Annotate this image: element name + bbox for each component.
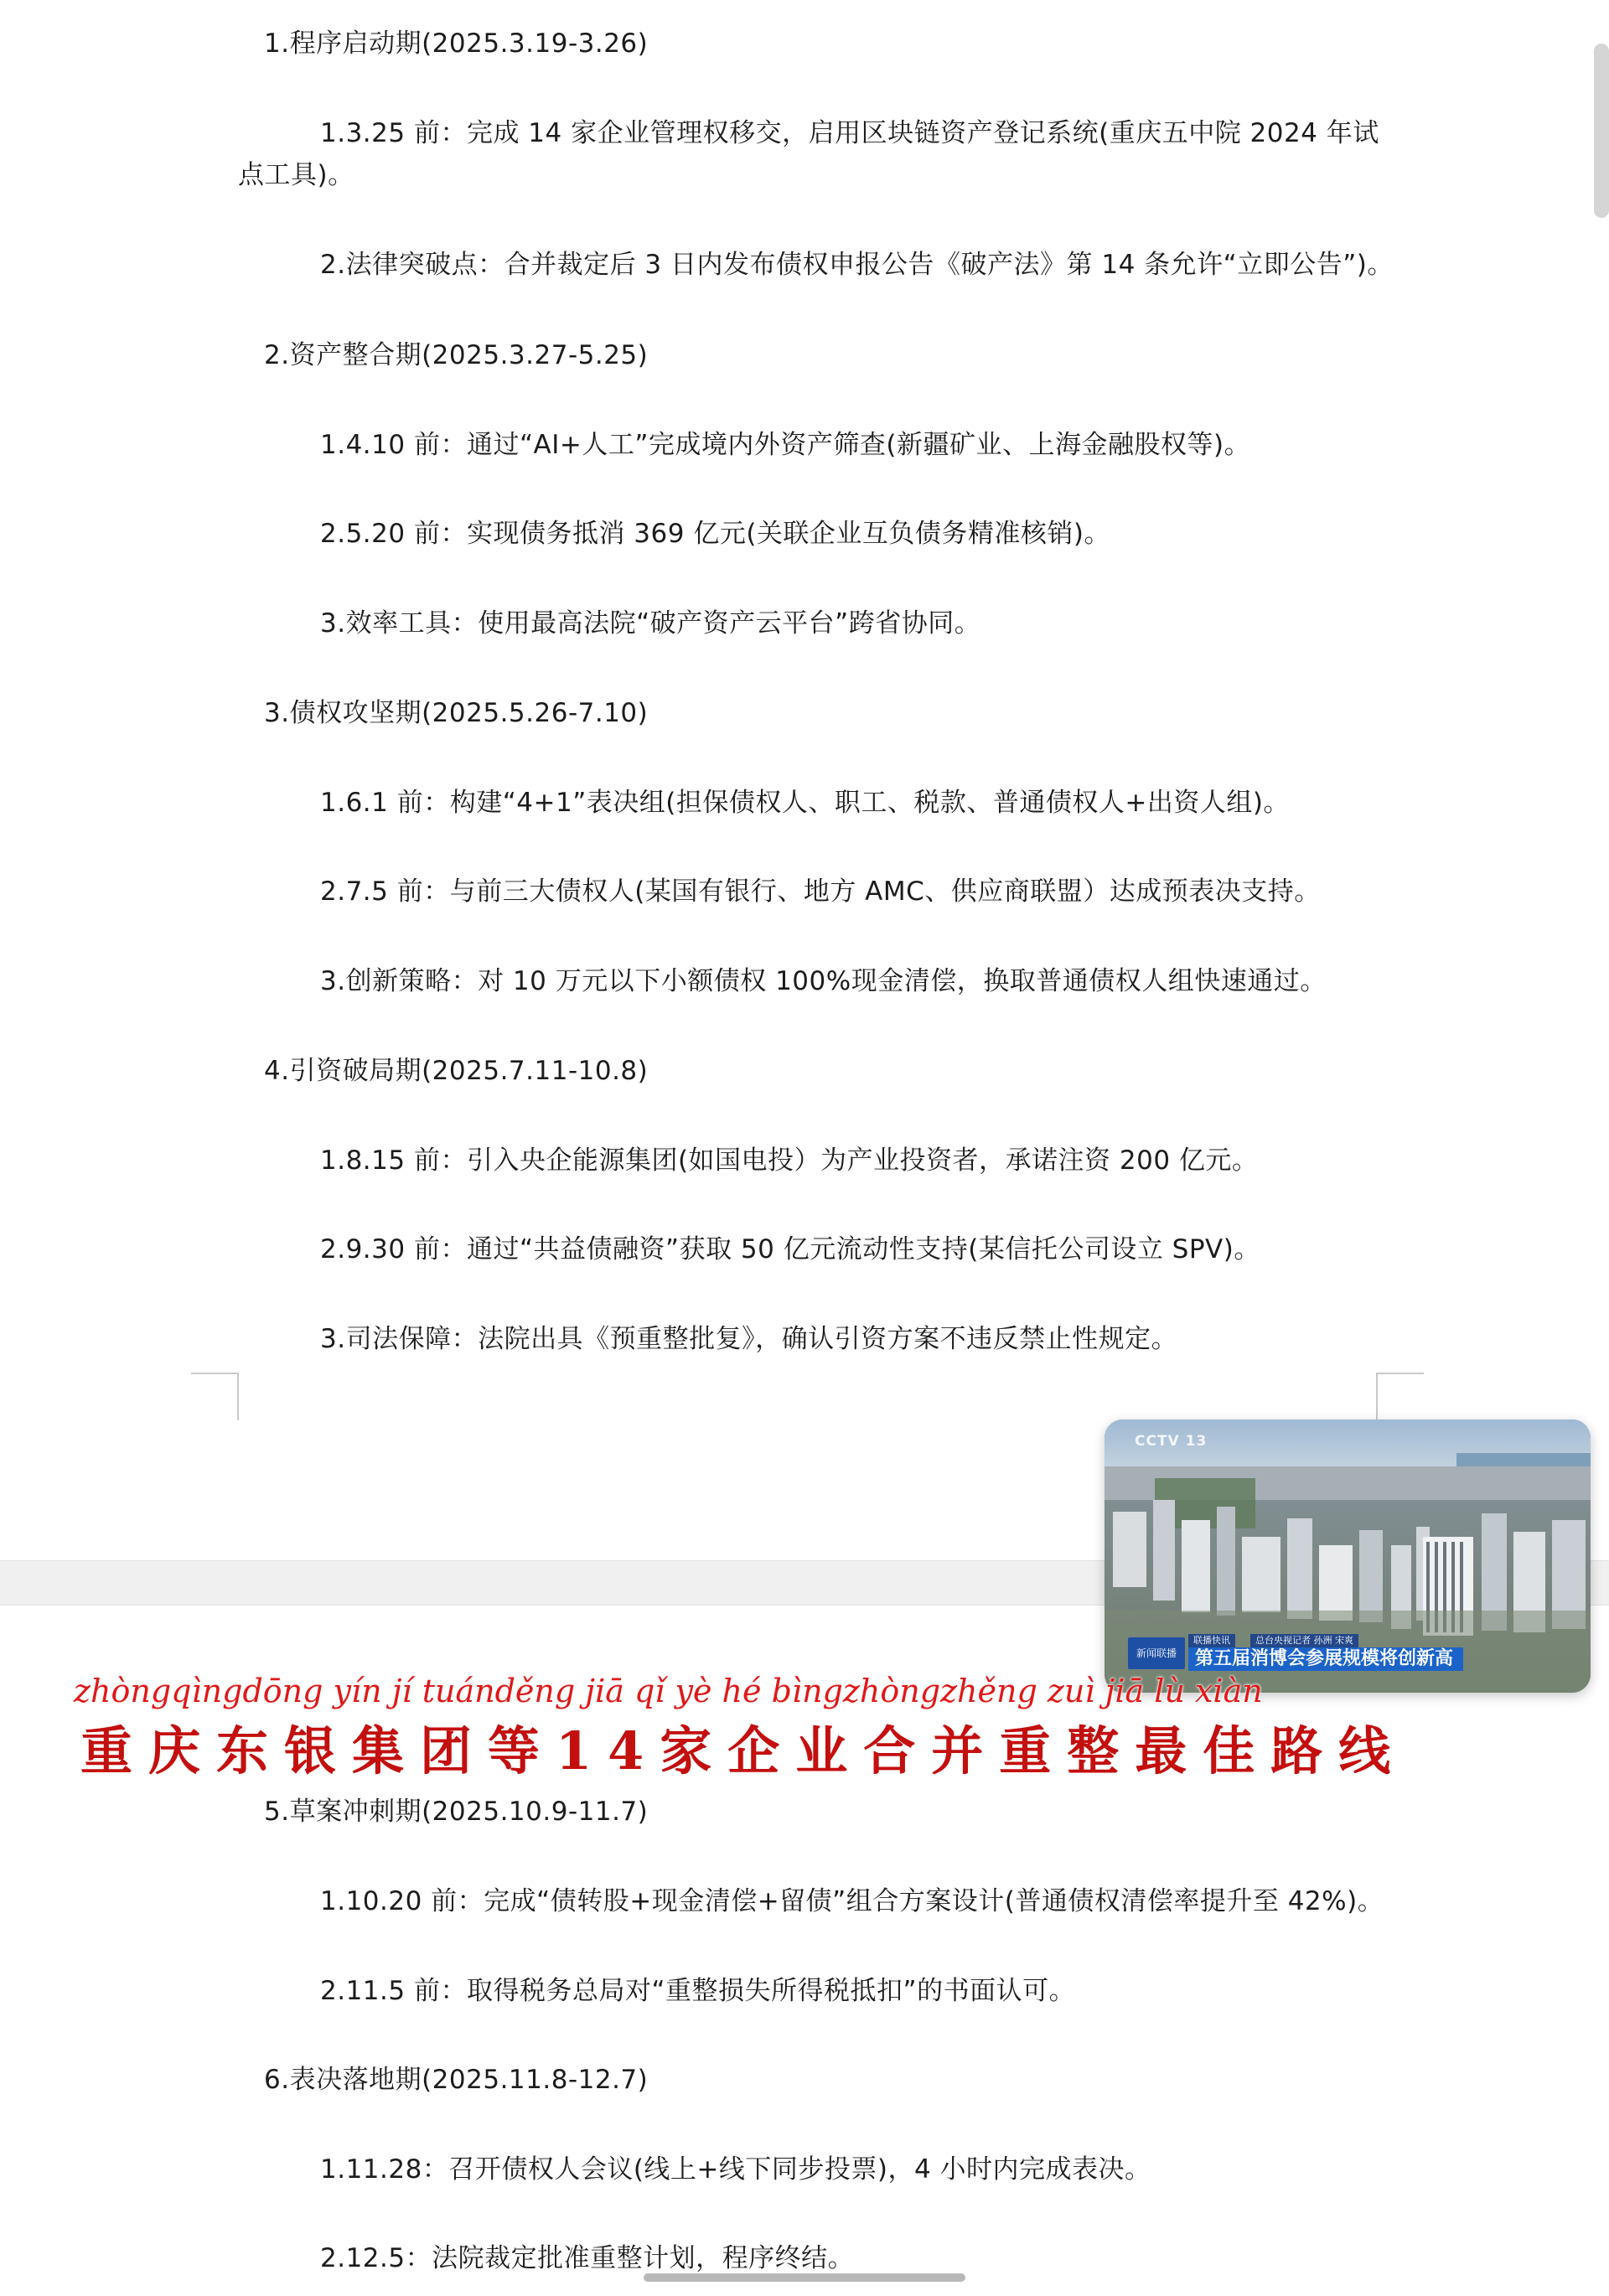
doc-paragraph: 3.效率工具：使用最高法院“破产资产云平台”跨省协同。	[320, 608, 981, 639]
doc-paragraph: 1.3.25 前：完成 14 家企业管理权移交，启用区块链资产登记系统(重庆五中院 2024 年试点工具)。	[238, 118, 1379, 190]
section-heading-5: 5.草案冲刺期(2025.10.9-11.7)	[264, 1797, 649, 1827]
news-banner	[1128, 1634, 1581, 1671]
section-heading-6: 6.表决落地期(2025.11.8-12.7)	[264, 2065, 649, 2095]
doc-paragraph: 2.5.20 前：实现债务抵消 369 亿元(关联企业互负债务精准核销)。	[320, 519, 1111, 549]
doc-paragraph: 2.12.5：法院裁定批准重整计划，程序终结。	[320, 2243, 855, 2273]
home-indicator[interactable]	[644, 2273, 965, 2282]
doc-paragraph: 1.4.10 前：通过“AI+人工”完成境内外资产筛查(新疆矿业、上海金融股权等)。	[320, 430, 1251, 460]
scrollbar-thumb[interactable]	[1594, 44, 1609, 218]
doc-paragraph: 3.司法保障：法院出具《预重整批复》，确认引资方案不违反禁止性规定。	[320, 1324, 1178, 1354]
doc-paragraph: 1.8.15 前：引入央企能源集团(如国电投）为产业投资者，承诺注资 200 亿元。	[320, 1145, 1259, 1176]
section-heading-2: 2.资产整合期(2025.3.27-5.25)	[264, 340, 649, 370]
doc-paragraph: 1.10.20 前：完成“债转股+现金清偿+留债”组合方案设计(普通债权清偿率提升至 42%)。	[320, 1886, 1384, 1916]
doc-paragraph: 2.法律突破点：合并裁定后 3 日内发布债权申报公告《破产法》第 14 条允许“立即公告”)。	[320, 250, 1394, 280]
doc-paragraph: 1.6.1 前：构建“4+1”表决组(担保债权人、职工、税款、普通债权人+出资人组)。	[320, 788, 1290, 818]
banner-reporter: 总台央视记者 孙洲 宋爽	[1250, 1634, 1358, 1647]
page-corner-mark	[191, 1373, 239, 1420]
doc-paragraph: 2.11.5 前：取得税务总局对“重整损失所得税抵扣”的书面认可。	[320, 1976, 1076, 2006]
section-heading-1: 1.程序启动期(2025.3.19-3.26)	[264, 28, 649, 59]
banner-headline: 第五届消博会参展规模将创新高	[1188, 1647, 1463, 1671]
floating-video-window[interactable]	[1105, 1419, 1591, 1693]
channel-logo: CCTV 13	[1135, 1433, 1208, 1450]
section-heading-4: 4.引资破局期(2025.7.11-10.8)	[264, 1056, 649, 1086]
doc-paragraph: 2.9.30 前：通过“共益债融资”获取 50 亿元流动性支持(某信托公司设立 SPV)。	[320, 1234, 1260, 1264]
program-badge: 新闻联播	[1128, 1637, 1185, 1669]
pinyin-annotation: zhòngqìngdōng yín jí tuánděng jiā qǐ yè hé bìngzhòngzhěng zuì jiā lù xiàn	[74, 1673, 1263, 1709]
overlay-title: 重庆东银集团等14家企业合并重整最佳路线	[80, 1720, 1407, 1781]
doc-paragraph: 2.7.5 前：与前三大债权人(某国有银行、地方 AMC、供应商联盟）达成预表决支持。	[320, 877, 1321, 907]
page-corner-mark	[1376, 1373, 1424, 1420]
doc-paragraph: 1.11.28：召开债权人会议(线上+线下同步投票)，4 小时内完成表决。	[320, 2154, 1151, 2185]
doc-paragraph: 3.创新策略：对 10 万元以下小额债权 100%现金清偿，换取普通债权人组快速通过。	[320, 966, 1327, 996]
banner-tag: 联播快讯	[1188, 1634, 1235, 1647]
section-heading-3: 3.债权攻坚期(2025.5.26-7.10)	[264, 698, 649, 728]
